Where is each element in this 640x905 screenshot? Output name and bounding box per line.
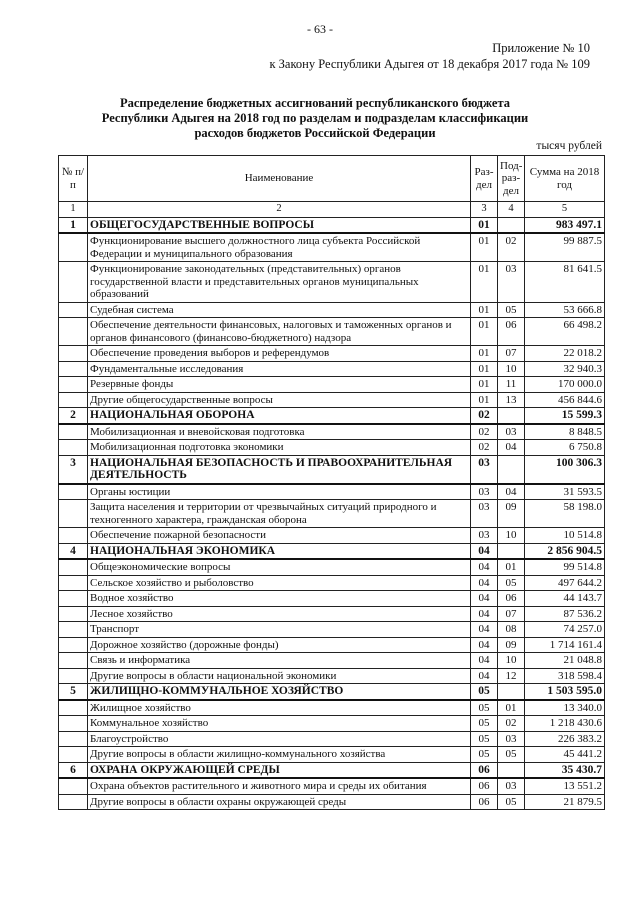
row-number	[59, 747, 88, 763]
row-section-code: 06	[471, 762, 498, 778]
row-name: Транспорт	[88, 622, 471, 638]
page-number: - 63 -	[307, 22, 333, 36]
table-row	[59, 653, 605, 669]
row-name: Функционирование высшего должностного лица субъекта Российской Федерации и муниципального образования	[88, 233, 471, 262]
row-subsection-code: 02	[498, 233, 525, 262]
row-subsection-code: 05	[498, 575, 525, 591]
title-line-2: Республики Адыгея на 2018 год по разделам и подразделам классификации	[101, 111, 529, 125]
row-section-code: 03	[471, 455, 498, 484]
row-name: Лесное хозяйство	[88, 606, 471, 622]
row-name: Обеспечение деятельности финансовых, налоговых и таможенных органов и органов финансового (финансово-бюджетного) надзора	[88, 318, 471, 346]
table-row	[59, 668, 605, 684]
row-name: Судебная система	[88, 302, 471, 318]
row-subsection-code: 13	[498, 392, 525, 408]
row-section-code: 03	[471, 484, 498, 500]
row-subsection-code: 03	[498, 731, 525, 747]
row-subsection-code	[498, 455, 525, 484]
row-name: Связь и информатика	[88, 653, 471, 669]
row-name: Функционирование законодательных (представительных) органов государственной власти и представительных органов муниципальных образований	[88, 262, 471, 303]
row-number	[59, 591, 88, 607]
row-number	[59, 575, 88, 591]
row-section-code: 01	[471, 318, 498, 346]
row-amount: 58 198.0	[525, 500, 605, 528]
row-section-code: 06	[471, 778, 498, 794]
column-index: 1	[59, 202, 88, 218]
row-section-code: 05	[471, 700, 498, 716]
table-row	[59, 318, 605, 346]
row-number	[59, 377, 88, 393]
row-subsection-code: 09	[498, 637, 525, 653]
table-row	[59, 361, 605, 377]
row-section-code: 03	[471, 528, 498, 544]
row-amount: 226 383.2	[525, 731, 605, 747]
row-name: Жилищное хозяйство	[88, 700, 471, 716]
row-subsection-code: 01	[498, 559, 525, 575]
row-amount: 318 598.4	[525, 668, 605, 684]
row-subsection-code: 12	[498, 668, 525, 684]
row-number	[59, 262, 88, 303]
row-subsection-code: 02	[498, 716, 525, 732]
row-number	[59, 622, 88, 638]
row-amount: 13 551.2	[525, 778, 605, 794]
column-index: 5	[525, 202, 605, 218]
row-subsection-code	[498, 684, 525, 700]
row-amount: 53 666.8	[525, 302, 605, 318]
row-name: ОХРАНА ОКРУЖАЮЩЕЙ СРЕДЫ	[88, 762, 471, 778]
row-name: Другие вопросы в области жилищно-коммунального хозяйства	[88, 747, 471, 763]
row-section-code: 05	[471, 716, 498, 732]
row-name: НАЦИОНАЛЬНАЯ ЭКОНОМИКА	[88, 543, 471, 559]
table-row	[59, 346, 605, 362]
row-section-code: 04	[471, 668, 498, 684]
table-row	[59, 484, 605, 500]
header-name: Наименование	[88, 156, 471, 202]
row-name: ЖИЛИЩНО-КОММУНАЛЬНОЕ ХОЗЯЙСТВО	[88, 684, 471, 700]
row-number	[59, 361, 88, 377]
row-name: Водное хозяйство	[88, 591, 471, 607]
row-amount: 99 514.8	[525, 559, 605, 575]
row-amount: 13 340.0	[525, 700, 605, 716]
row-section-code: 04	[471, 591, 498, 607]
row-amount: 456 844.6	[525, 392, 605, 408]
row-amount: 35 430.7	[525, 762, 605, 778]
table-row	[59, 622, 605, 638]
row-subsection-code: 04	[498, 484, 525, 500]
row-section-code: 04	[471, 653, 498, 669]
table-row	[59, 392, 605, 408]
row-number	[59, 716, 88, 732]
row-number	[59, 392, 88, 408]
table-row	[59, 591, 605, 607]
row-section-code: 02	[471, 408, 498, 424]
row-section-code: 06	[471, 794, 498, 810]
row-section-code: 02	[471, 440, 498, 456]
row-name: Обеспечение пожарной безопасности	[88, 528, 471, 544]
row-number	[59, 606, 88, 622]
row-amount: 497 644.2	[525, 575, 605, 591]
table-row	[59, 302, 605, 318]
row-number: 4	[59, 543, 88, 559]
document-title	[80, 96, 550, 141]
table-row	[59, 731, 605, 747]
row-subsection-code: 09	[498, 500, 525, 528]
row-subsection-code: 03	[498, 262, 525, 303]
row-amount: 66 498.2	[525, 318, 605, 346]
row-subsection-code	[498, 543, 525, 559]
row-subsection-code: 03	[498, 424, 525, 440]
row-subsection-code: 05	[498, 302, 525, 318]
row-name: Коммунальное хозяйство	[88, 716, 471, 732]
row-number: 2	[59, 408, 88, 424]
row-section-code: 03	[471, 500, 498, 528]
row-subsection-code: 07	[498, 346, 525, 362]
row-name: Органы юстиции	[88, 484, 471, 500]
row-name: Защита населения и территории от чрезвычайных ситуаций природного и техногенного характера, гражданская оборона	[88, 500, 471, 528]
row-subsection-code: 07	[498, 606, 525, 622]
row-number	[59, 528, 88, 544]
row-amount: 32 940.3	[525, 361, 605, 377]
table-row	[59, 424, 605, 440]
row-number: 1	[59, 217, 88, 233]
row-subsection-code: 10	[498, 361, 525, 377]
row-name: Сельское хозяйство и рыболовство	[88, 575, 471, 591]
table-row	[59, 700, 605, 716]
header-num: № п/п	[59, 156, 88, 202]
row-name: Другие вопросы в области национальной экономики	[88, 668, 471, 684]
row-number	[59, 668, 88, 684]
row-section-code: 05	[471, 747, 498, 763]
section-row	[59, 684, 605, 700]
row-amount: 983 497.1	[525, 217, 605, 233]
row-amount: 21 048.8	[525, 653, 605, 669]
row-number	[59, 424, 88, 440]
row-number	[59, 653, 88, 669]
table-row	[59, 440, 605, 456]
budget-table	[58, 155, 605, 810]
row-amount: 87 536.2	[525, 606, 605, 622]
table-row	[59, 377, 605, 393]
row-subsection-code	[498, 217, 525, 233]
row-amount: 22 018.2	[525, 346, 605, 362]
row-subsection-code: 01	[498, 700, 525, 716]
row-name: Обеспечение проведения выборов и референдумов	[88, 346, 471, 362]
row-section-code: 01	[471, 233, 498, 262]
row-section-code: 04	[471, 543, 498, 559]
table-row	[59, 794, 605, 810]
row-number	[59, 484, 88, 500]
row-amount: 31 593.5	[525, 484, 605, 500]
table-row	[59, 778, 605, 794]
row-amount: 100 306.3	[525, 455, 605, 484]
row-subsection-code: 06	[498, 318, 525, 346]
table-row	[59, 559, 605, 575]
table-row	[59, 500, 605, 528]
column-index: 4	[498, 202, 525, 218]
column-index-row	[59, 202, 605, 218]
column-index: 2	[88, 202, 471, 218]
row-section-code: 02	[471, 424, 498, 440]
title-line-3: расходов бюджетов Российской Федерации	[194, 126, 436, 140]
row-amount: 1 503 595.0	[525, 684, 605, 700]
row-section-code: 01	[471, 217, 498, 233]
row-amount: 15 599.3	[525, 408, 605, 424]
appendix-line-1: Приложение № 10	[492, 41, 590, 55]
header-sum: Сумма на 2018 год	[525, 156, 605, 202]
row-section-code: 01	[471, 302, 498, 318]
row-number	[59, 233, 88, 262]
row-subsection-code: 10	[498, 528, 525, 544]
section-row	[59, 217, 605, 233]
section-row	[59, 408, 605, 424]
row-section-code: 04	[471, 622, 498, 638]
row-number: 6	[59, 762, 88, 778]
row-section-code: 04	[471, 575, 498, 591]
row-subsection-code: 05	[498, 794, 525, 810]
table-row	[59, 606, 605, 622]
row-section-code: 05	[471, 684, 498, 700]
row-name: НАЦИОНАЛЬНАЯ ОБОРОНА	[88, 408, 471, 424]
row-amount: 2 856 904.5	[525, 543, 605, 559]
units-label: тысяч рублей	[536, 140, 602, 152]
row-section-code: 01	[471, 262, 498, 303]
row-name: ОБЩЕГОСУДАРСТВЕННЫЕ ВОПРОСЫ	[88, 217, 471, 233]
table-body	[59, 217, 605, 810]
appendix-reference	[269, 40, 590, 72]
appendix-line-2: к Закону Республики Адыгея от 18 декабря 2017 года № 109	[269, 57, 590, 71]
row-subsection-code: 05	[498, 747, 525, 763]
row-subsection-code: 08	[498, 622, 525, 638]
table-row	[59, 637, 605, 653]
row-amount: 8 848.5	[525, 424, 605, 440]
row-subsection-code: 06	[498, 591, 525, 607]
row-amount: 6 750.8	[525, 440, 605, 456]
row-section-code: 01	[471, 377, 498, 393]
row-subsection-code: 10	[498, 653, 525, 669]
row-amount: 81 641.5	[525, 262, 605, 303]
row-amount: 170 000.0	[525, 377, 605, 393]
title-line-1: Распределение бюджетных ассигнований республиканского бюджета	[120, 96, 510, 110]
row-subsection-code	[498, 408, 525, 424]
row-amount: 1 714 161.4	[525, 637, 605, 653]
row-section-code: 01	[471, 361, 498, 377]
row-subsection-code	[498, 762, 525, 778]
row-amount: 1 218 430.6	[525, 716, 605, 732]
row-subsection-code: 03	[498, 778, 525, 794]
row-amount: 44 143.7	[525, 591, 605, 607]
row-amount: 99 887.5	[525, 233, 605, 262]
row-name: Резервные фонды	[88, 377, 471, 393]
row-amount: 45 441.2	[525, 747, 605, 763]
section-row	[59, 543, 605, 559]
table-row	[59, 233, 605, 262]
table-row	[59, 262, 605, 303]
row-number	[59, 440, 88, 456]
row-amount: 10 514.8	[525, 528, 605, 544]
row-section-code: 04	[471, 606, 498, 622]
row-name: Другие вопросы в области охраны окружающей среды	[88, 794, 471, 810]
header-section: Раз- дел	[471, 156, 498, 202]
row-number	[59, 318, 88, 346]
table-row	[59, 528, 605, 544]
row-name: Мобилизационная и вневойсковая подготовка	[88, 424, 471, 440]
row-number	[59, 778, 88, 794]
row-name: НАЦИОНАЛЬНАЯ БЕЗОПАСНОСТЬ И ПРАВООХРАНИТЕЛЬНАЯ ДЕЯТЕЛЬНОСТЬ	[88, 455, 471, 484]
section-row	[59, 762, 605, 778]
row-amount: 21 879.5	[525, 794, 605, 810]
row-subsection-code: 11	[498, 377, 525, 393]
row-number	[59, 731, 88, 747]
section-row	[59, 455, 605, 484]
row-name: Фундаментальные исследования	[88, 361, 471, 377]
row-amount: 74 257.0	[525, 622, 605, 638]
row-name: Благоустройство	[88, 731, 471, 747]
row-name: Охрана объектов растительного и животного мира и среды их обитания	[88, 778, 471, 794]
table-row	[59, 716, 605, 732]
row-number: 5	[59, 684, 88, 700]
row-number	[59, 637, 88, 653]
row-name: Дорожное хозяйство (дорожные фонды)	[88, 637, 471, 653]
row-name: Общеэкономические вопросы	[88, 559, 471, 575]
row-section-code: 05	[471, 731, 498, 747]
row-number	[59, 302, 88, 318]
table-row	[59, 575, 605, 591]
row-number	[59, 346, 88, 362]
row-section-code: 04	[471, 559, 498, 575]
row-number: 3	[59, 455, 88, 484]
row-name: Мобилизационная подготовка экономики	[88, 440, 471, 456]
header-subsection: Под- раз- дел	[498, 156, 525, 202]
row-name: Другие общегосударственные вопросы	[88, 392, 471, 408]
column-index: 3	[471, 202, 498, 218]
row-number	[59, 500, 88, 528]
row-section-code: 04	[471, 637, 498, 653]
table-row	[59, 747, 605, 763]
table-header	[59, 156, 605, 218]
row-subsection-code: 04	[498, 440, 525, 456]
row-number	[59, 794, 88, 810]
row-section-code: 01	[471, 346, 498, 362]
row-number	[59, 700, 88, 716]
row-number	[59, 559, 88, 575]
row-section-code: 01	[471, 392, 498, 408]
